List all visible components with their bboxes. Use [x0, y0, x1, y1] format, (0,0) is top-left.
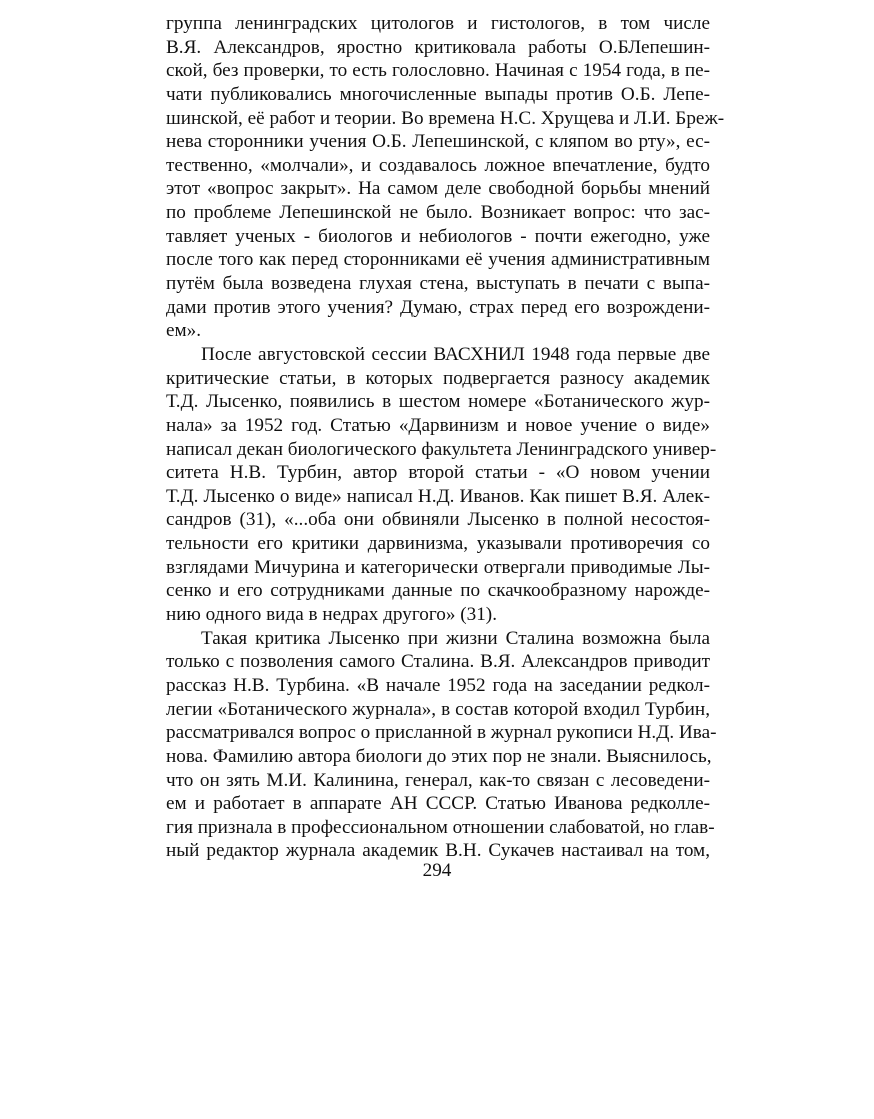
text-line: ем».	[166, 320, 202, 342]
text-line: дами против этого учения? Думаю, страх перед его возрождени-	[166, 296, 710, 318]
text-line: легии «Ботанического журнала», в состав которой входил Турбин,	[166, 698, 710, 720]
paragraph-3	[166, 627, 717, 863]
text-line: этот «вопрос закрыт». На самом деле свободной борьбы мнений	[166, 178, 710, 200]
text-line: взглядами Мичурина и категорически отвергали приводимые Лы-	[166, 556, 710, 578]
text-line: написал декан биологического факультета Ленинградского универ-	[166, 438, 717, 460]
text-line: гия признала в профессиональном отношении слабоватой, но глав-	[166, 816, 715, 838]
text-line: Т.Д. Лысенко о виде» написал Н.Д. Иванов. Как пишет В.Я. Алек-	[166, 485, 710, 507]
text-line: нала» за 1952 год. Статью «Дарвинизм и новое учение о виде»	[166, 414, 710, 436]
text-line: ный редактор журнала академик В.Н. Сукачев настаивал на том,	[166, 840, 710, 862]
paragraph-1	[166, 12, 725, 343]
text-line: рассказ Н.В. Турбина. «В начале 1952 года на заседании редкол-	[166, 674, 710, 696]
text-line: что он зять М.И. Калинина, генерал, как-то связан с лесоведени-	[166, 769, 710, 791]
text-line: ем и работает в аппарате АН СССР. Статью Иванова редколле-	[166, 793, 710, 815]
text-line: сенко и его сотрудниками данные по скачкообразному нарожде-	[166, 580, 710, 602]
text-line: по проблеме Лепешинской не было. Возникает вопрос: что зас-	[166, 202, 710, 224]
text-line: тественно, «молчали», и создавалось ложное впечатление, будто	[166, 154, 710, 176]
text-line: ской, без проверки, то есть голословно. Начиная с 1954 года, в пе-	[166, 60, 710, 82]
text-line: критические статьи, в которых подвергается разносу академик	[166, 367, 710, 389]
text-line: группа ленинградских цитологов и гистологов, в том числе	[166, 13, 710, 34]
text-line: нию одного вида в недрах другого» (31).	[166, 604, 497, 626]
text-line: Такая критика Лысенко при жизни Сталина возможна была	[201, 627, 710, 649]
text-line: После августовской сессии ВАСХНИЛ 1948 года первые две	[201, 343, 710, 365]
text-line: шинской, её работ и теории. Во времена Н.С. Хрущева и Л.И. Бреж-	[166, 107, 725, 129]
text-line: рассматривался вопрос о присланной в журнал рукописи Н.Д. Ива-	[166, 722, 717, 744]
text-line: тавляет ученых - биологов и небиологов - почти ежегодно, уже	[166, 225, 710, 247]
text-line: сандров (31), «...оба они обвиняли Лысенко в полной несостоя-	[166, 509, 710, 531]
text-line: ситета Н.В. Турбин, автор второй статьи - «О новом учении	[166, 462, 710, 484]
text-line: нова. Фамилию автора биологи до этих пор не знали. Выяснилось,	[166, 745, 712, 767]
page-number: 294	[422, 860, 452, 881]
body-text	[166, 12, 725, 863]
text-line: В.Я. Александров, яростно критиковала работы О.БЛепешин-	[166, 36, 710, 58]
text-line: тельности его критики дарвинизма, указывали противоречия со	[166, 533, 710, 555]
text-line: только с позволения самого Сталина. В.Я. Александров приводит	[166, 651, 710, 673]
text-line: путём была возведена глухая стена, выступать в печати с выпа-	[166, 273, 710, 295]
text-line: после того как перед сторонниками её учения административным	[166, 249, 710, 271]
text-line: нева сторонники учения О.Б. Лепешинской, с кляпом во рту», ес-	[166, 131, 710, 153]
paragraph-2	[166, 343, 717, 627]
text-line: чати публиковались многочисленные выпады против О.Б. Лепе-	[166, 83, 710, 105]
text-line: Т.Д. Лысенко, появились в шестом номере «Ботанического жур-	[166, 391, 710, 413]
